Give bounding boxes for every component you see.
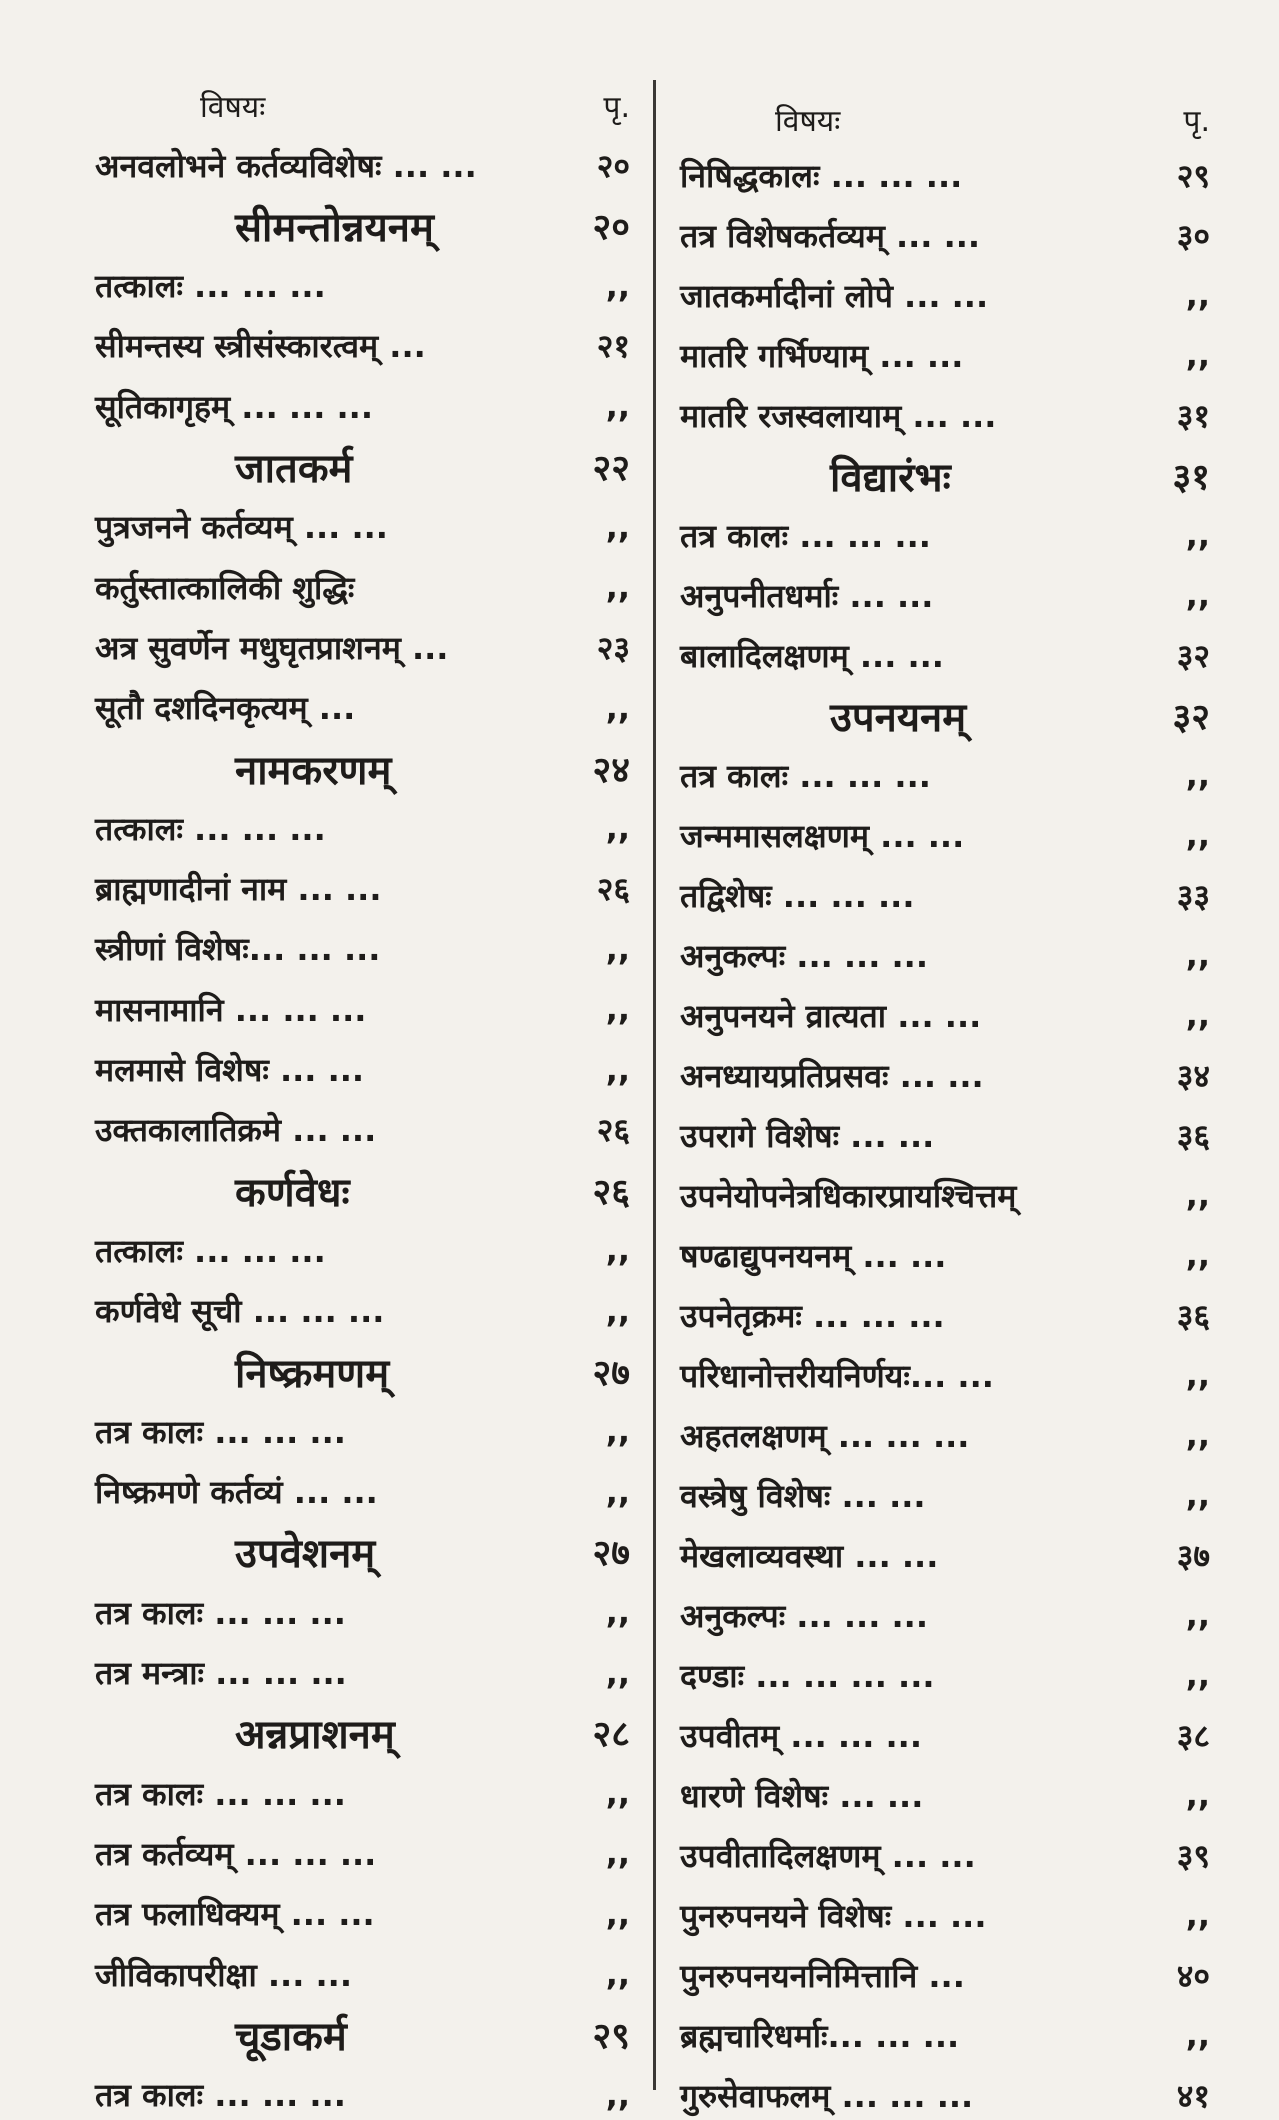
section-title: अन्नप्राशनम्	[235, 1712, 395, 1759]
page-header: पृ.	[1183, 103, 1210, 139]
toc-entry	[680, 1170, 1210, 1220]
toc-entry	[680, 1470, 1210, 1520]
toc-entry	[680, 630, 1210, 680]
page-number: २९	[1176, 156, 1210, 195]
toc-entry	[680, 1830, 1210, 1880]
toc-entry	[680, 1530, 1210, 1580]
page-number: ,,	[605, 387, 630, 426]
page-number: ,,	[1185, 1176, 1210, 1214]
page-number: ,,	[605, 1291, 630, 1330]
entry-title: तत्र कालः ... ... ...	[95, 2076, 346, 2115]
entry-title: उपवीतम् ... ... ...	[680, 1716, 922, 1755]
entry-title: मातरि गर्भिण्याम् ... ...	[680, 336, 964, 375]
page-number: ,,	[1185, 1416, 1210, 1454]
entry-title: मेखलाव्यवस्था ... ...	[680, 1536, 939, 1575]
page-number: ,,	[605, 507, 630, 546]
page-number: ३२	[1176, 636, 1210, 675]
page-number: ,,	[1185, 1476, 1210, 1514]
entry-title: तत्र विशेषकर्तव्यम् ... ...	[680, 216, 981, 255]
entry-title: ब्रह्मचारिधर्माः... ... ...	[680, 2016, 960, 2055]
toc-entry	[680, 750, 1210, 800]
toc-entry	[95, 683, 630, 733]
page-number: २७	[592, 1533, 630, 1575]
toc-entry	[95, 1225, 630, 1275]
page-number: ,,	[605, 809, 630, 848]
entry-title: कर्तुस्तात्कालिकी शुद्धिः	[95, 568, 355, 607]
section-title: उपनयनम्	[830, 694, 967, 741]
toc-entry	[95, 562, 630, 612]
toc-entry	[95, 803, 630, 853]
entry-title: उपनेतृक्रमः ... ... ...	[680, 1296, 945, 1335]
page-number: ३३	[1176, 876, 1210, 915]
column-header	[95, 80, 630, 130]
entry-title: जन्ममासलक्षणम् ... ...	[680, 816, 965, 855]
toc-entry	[95, 2070, 630, 2120]
page-number: ३४	[1176, 1056, 1210, 1095]
entry-title: अत्र सुवर्णेन मधुघृतप्राशनम् ...	[95, 628, 449, 667]
page-number: २२	[592, 448, 630, 489]
page-number: ,,	[605, 1955, 630, 1993]
column-divider	[653, 80, 656, 2090]
entry-title: उपवीतादिलक्षणम् ... ...	[680, 1836, 976, 1875]
page-number: ३६	[1176, 1296, 1210, 1335]
entry-title: उक्तकालातिक्रमे ... ...	[95, 1111, 377, 1150]
entry-title: षण्ढाद्युपनयनम् ... ...	[680, 1236, 947, 1275]
toc-entry	[680, 1590, 1210, 1640]
toc-entry	[680, 1950, 1210, 2000]
page-number: ,,	[1185, 276, 1210, 314]
page-number: ,,	[605, 1472, 630, 1511]
toc-entry	[680, 930, 1210, 980]
toc-entry	[95, 1648, 630, 1698]
page-number: ,,	[1185, 1776, 1210, 1814]
toc-entry	[680, 570, 1210, 620]
page-number: ३२	[1172, 696, 1210, 738]
page-number: ,,	[1185, 1896, 1210, 1934]
page-number: ,,	[1185, 1596, 1210, 1634]
toc-entry	[95, 1045, 630, 1095]
section-title: उपवेशनम्	[235, 1531, 376, 1578]
toc-entry	[680, 150, 1210, 200]
section-title: निष्क्रमणम्	[235, 1350, 390, 1397]
page-number: ,,	[1185, 1656, 1210, 1694]
page-number: २६	[592, 1171, 630, 1213]
page-number: ३६	[1176, 1116, 1210, 1155]
page-number: २६	[596, 870, 630, 909]
toc-entry	[680, 210, 1210, 260]
toc-entry	[680, 1290, 1210, 1340]
section-heading	[95, 743, 630, 793]
section-heading	[95, 200, 630, 250]
page-number: २६	[596, 1111, 630, 1150]
toc-entry	[95, 924, 630, 974]
entry-title: तत्र कालः ... ... ...	[95, 1412, 346, 1451]
entry-title: धारणे विशेषः ... ...	[680, 1776, 924, 1815]
page-number: २७	[592, 1352, 630, 1394]
entry-title: तत्कालः ... ... ...	[95, 809, 326, 848]
toc-entry	[95, 622, 630, 672]
entry-title: अनवलोभने कर्तव्यविशेषः ... ...	[95, 146, 477, 185]
entry-title: सूतौ दशदिनकृत्यम् ...	[95, 689, 356, 728]
entry-title: बालादिलक्षणम् ... ...	[680, 636, 944, 675]
page-number: ,,	[1185, 996, 1210, 1034]
page-number: ,,	[605, 990, 630, 1029]
page-number: ,,	[1185, 2016, 1210, 2054]
entry-title: तत्र कालः ... ... ...	[680, 516, 931, 555]
entry-title: तद्विशेषः ... ... ...	[680, 876, 915, 915]
entry-title: मातरि रजस्वलायाम् ... ...	[680, 396, 997, 435]
toc-entry	[680, 270, 1210, 320]
page-number: ,,	[605, 1834, 630, 1873]
page-number: ,,	[1185, 1356, 1210, 1394]
entry-title: परिधानोत्तरीयनिर्णयः... ...	[680, 1356, 994, 1395]
page-number: ,,	[1185, 336, 1210, 374]
page-number: ,,	[605, 1050, 630, 1089]
page-number: २९	[592, 2015, 630, 2057]
section-title: विद्यारंभः	[830, 454, 951, 501]
entry-title: अनुपनयने व्रात्यता ... ...	[680, 996, 982, 1035]
entry-title: उपनेयोपनेत्रधिकारप्रायश्चित्तम्	[680, 1176, 1017, 1215]
toc-entry	[95, 140, 630, 190]
page-number: ३०	[1176, 216, 1210, 255]
entry-title: तत्र मन्त्राः ... ... ...	[95, 1654, 347, 1692]
toc-entry	[95, 1828, 630, 1878]
toc-entry	[680, 1050, 1210, 1100]
toc-entry	[680, 870, 1210, 920]
toc-entry	[95, 502, 630, 552]
toc-entry	[680, 1350, 1210, 1400]
entry-title: दण्डाः ... ... ... ...	[680, 1656, 935, 1695]
page-number: ४०	[1176, 1956, 1210, 1995]
entry-title: जीविकापरीक्षा ... ...	[95, 1955, 352, 1994]
page-number: ३७	[1176, 1536, 1210, 1575]
page-number: ३१	[1172, 456, 1210, 498]
toc-entry	[95, 1889, 630, 1939]
page-number: ,,	[1185, 756, 1210, 794]
toc-entry	[680, 510, 1210, 560]
entry-title: अनुकल्पः ... ... ...	[680, 1596, 928, 1635]
entry-title: अहतलक्षणम् ... ... ...	[680, 1416, 970, 1455]
entry-title: तत्कालः ... ... ...	[95, 1231, 326, 1270]
entry-title: तत्र कालः ... ... ...	[95, 1774, 346, 1813]
section-title: चूडाकर्म	[235, 2013, 347, 2060]
page-number: ,,	[605, 688, 630, 727]
page-number: ,,	[605, 1894, 630, 1933]
page-number: ,,	[605, 1774, 630, 1813]
entry-title: सीमन्तस्य स्त्रीसंस्कारत्वम् ...	[95, 327, 426, 366]
toc-entry	[95, 1105, 630, 1155]
toc-entry	[680, 810, 1210, 860]
page-number: ,,	[1185, 516, 1210, 554]
page-number: ,,	[1185, 1236, 1210, 1274]
entry-title: अनुपनीतधर्माः ... ...	[680, 576, 934, 615]
section-heading	[95, 442, 630, 492]
section-heading	[95, 2009, 630, 2059]
toc-entry	[95, 1286, 630, 1336]
entry-title: तत्र फलाधिक्यम् ... ...	[95, 1895, 375, 1934]
entry-title: अनुकल्पः ... ... ...	[680, 936, 928, 975]
toc-entry	[680, 1770, 1210, 1820]
page-number: ४१	[1176, 2076, 1210, 2115]
page-number: २४	[592, 749, 630, 791]
page-number: ३९	[1176, 1836, 1210, 1875]
page-number: ,,	[605, 929, 630, 968]
page-number: ,,	[605, 1231, 630, 1270]
toc-entry	[680, 2010, 1210, 2060]
page-number: ,,	[605, 2075, 630, 2114]
page-header: पृ.	[603, 89, 630, 125]
toc-entry	[95, 1768, 630, 1818]
entry-title: निष्क्रमणे कर्तव्यं ... ...	[95, 1473, 378, 1512]
entry-title: वस्त्रेषु विशेषः ... ...	[680, 1476, 926, 1515]
toc-entry	[95, 864, 630, 914]
section-heading	[95, 1165, 630, 1215]
toc-entry	[680, 1890, 1210, 1940]
page-number: ,,	[1185, 936, 1210, 974]
entry-title: तत्र कालः ... ... ...	[95, 1593, 346, 1632]
entry-title: पुत्रजनने कर्तव्यम् ... ...	[95, 508, 388, 547]
toc-entry	[95, 381, 630, 431]
entry-title: निषिद्धकालः ... ... ...	[680, 156, 963, 195]
page-number: ,,	[605, 1412, 630, 1451]
page-number: ,,	[1185, 576, 1210, 614]
page-number: २१	[596, 327, 630, 366]
page-number: ३१	[1176, 396, 1210, 435]
entry-title: तत्र कालः ... ... ...	[680, 756, 931, 795]
toc-entry	[680, 1230, 1210, 1280]
entry-title: तत्र कर्तव्यम् ... ... ...	[95, 1834, 377, 1873]
section-heading	[95, 1527, 630, 1577]
section-title: कर्णवेधः	[235, 1169, 350, 1216]
entry-title: सूतिकागृहम् ... ... ...	[95, 387, 373, 426]
page-number: २०	[596, 146, 630, 185]
page-number: २८	[592, 1714, 630, 1756]
section-title: सीमन्तोन्नयनम्	[235, 204, 434, 251]
page-number: ,,	[605, 1593, 630, 1632]
entry-title: जातकर्मादीनां लोपे ... ...	[680, 276, 989, 315]
entry-title: अनध्यायप्रतिप्रसवः ... ...	[680, 1056, 984, 1095]
section-heading	[95, 1708, 630, 1758]
entry-title: स्त्रीणां विशेषः... ... ...	[95, 930, 381, 969]
subject-header: विषयः	[775, 103, 841, 139]
entry-title: ब्राह्मणादीनां नाम ... ...	[95, 870, 382, 909]
entry-title: तत्कालः ... ... ...	[95, 267, 326, 306]
toc-entry	[680, 1710, 1210, 1760]
entry-title: पुनरुपनयननिमित्तानि ...	[680, 1956, 965, 1995]
page-number: ,,	[1185, 816, 1210, 854]
column-header	[680, 94, 1210, 144]
toc-entry	[680, 990, 1210, 1040]
entry-title: उपरागे विशेषः ... ...	[680, 1116, 935, 1155]
section-heading	[680, 450, 1210, 500]
section-heading	[680, 690, 1210, 740]
toc-entry	[95, 261, 630, 311]
toc-entry	[95, 1587, 630, 1637]
page-number: ,,	[605, 1653, 630, 1692]
page-number: ,,	[605, 568, 630, 607]
section-title: नामकरणम्	[235, 747, 392, 794]
page-number: २३	[596, 628, 630, 667]
toc-entry	[95, 1467, 630, 1517]
entry-title: मासनामानि ... ... ...	[95, 990, 367, 1029]
toc-entry	[95, 321, 630, 371]
entry-title: गुरुसेवाफलम् ... ... ...	[680, 2076, 974, 2115]
toc-entry	[680, 330, 1210, 380]
section-heading	[95, 1346, 630, 1396]
toc-entry	[95, 1949, 630, 1999]
entry-title: पुनरुपनयने विशेषः ... ...	[680, 1896, 987, 1935]
page-number: ३८	[1176, 1716, 1210, 1755]
toc-entry	[680, 1650, 1210, 1700]
page-number: २०	[592, 206, 630, 248]
toc-entry	[680, 1110, 1210, 1160]
toc-entry	[680, 390, 1210, 440]
toc-entry	[95, 1406, 630, 1456]
toc-entry	[95, 984, 630, 1034]
toc-entry	[680, 1410, 1210, 1460]
entry-title: कर्णवेधे सूची ... ... ...	[95, 1292, 385, 1331]
page-number: ,,	[605, 266, 630, 305]
toc-entry	[680, 2070, 1210, 2120]
section-title: जातकर्म	[235, 446, 353, 492]
entry-title: मलमासे विशेषः ... ...	[95, 1051, 365, 1089]
subject-header: विषयः	[200, 89, 266, 125]
